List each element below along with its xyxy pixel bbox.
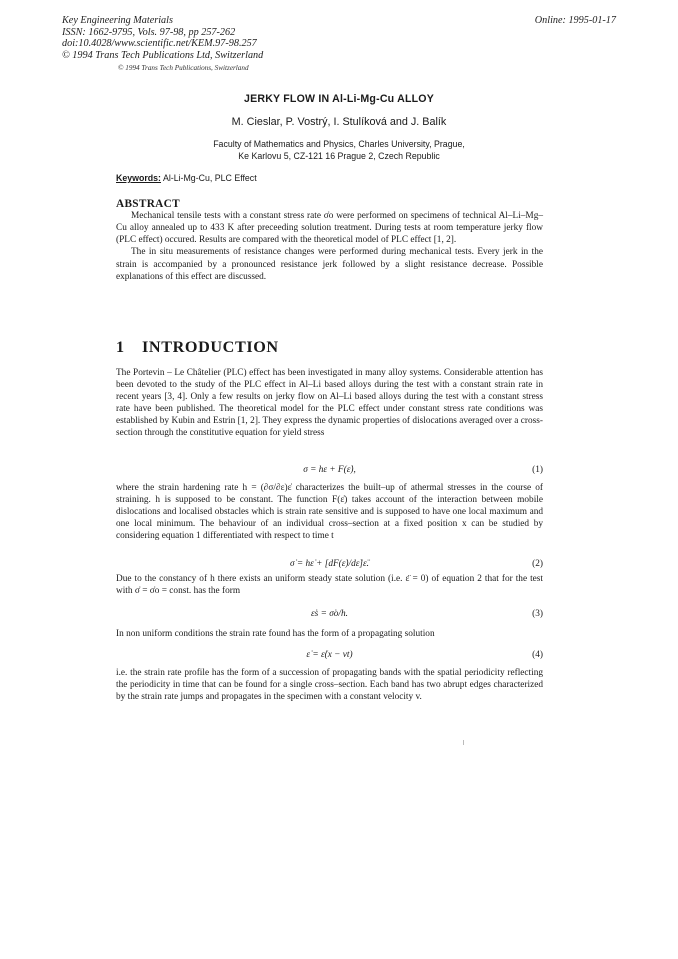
- intro-paragraph-4: In non uniform conditions the strain rate found has the form of a propagating solution: [116, 629, 435, 639]
- affiliation-line-1: Faculty of Mathematics and Physics, Charles University, Prague,: [213, 139, 465, 149]
- copyright-line: © 1994 Trans Tech Publications Ltd, Switzerland: [62, 49, 264, 61]
- equation-4-number: (4): [532, 650, 543, 660]
- keywords: [116, 173, 257, 183]
- equation-2-expr: σ̇ = hε̇ + [dF(ε̇)/dε̇]ε̈.: [289, 559, 370, 569]
- equation-1-number: (1): [532, 465, 543, 475]
- intro-paragraph-3: Due to the constancy of h there exists an uniform steady state solution (i.e. ε̈ = 0) of equation 2 that for the test with σ̇ = σ̇o = const. has the form: [116, 574, 543, 597]
- affiliation: [0, 139, 678, 162]
- author-list: M. Cieslar, P. Vostrý, I. Stulíková and J. Balík: [231, 116, 447, 128]
- abstract-paragraph-2: The in situ measurements of resistance changes were performed during mechanical tests. Every jerk in the strain is accompanied by a pronounced resistance jerk followed by a slight resistance decrease. Possible explanations of this effect are discussed.: [116, 247, 543, 282]
- intro-paragraph-5: i.e. the strain rate profile has the form of a succession of propagating bands with the spatial periodicity reflecting the periodicity in time that can be found for a single cross–section. Each band has two abrupt edges characterized by the strain rate jumps and propagates in the specimen with a constant velocity v.: [116, 668, 543, 703]
- abstract-paragraph-1: Mechanical tensile tests with a constant stress rate σ̇o were performed on specimens of technical Al–Li–Mg–Cu alloy annealed up to 433 K after preceeding solution treatment. During tests at room temperature jerky flow (PLC effect) occured. Results are compared with the theoretical model of PLC effect [1, 2].: [116, 211, 543, 246]
- keywords-value: Al-Li-Mg-Cu, PLC Effect: [162, 173, 257, 183]
- paper-title: JERKY FLOW IN Al-Li-Mg-Cu ALLOY: [243, 93, 434, 105]
- equation-2-number: (2): [532, 559, 543, 569]
- publisher-stamp: © 1994 Trans Tech Publications, Switzerland: [118, 64, 249, 72]
- equation-3: [116, 608, 543, 620]
- equation-3-number: (3): [532, 609, 543, 619]
- section-title: INTRODUCTION: [142, 338, 279, 356]
- equation-4-expr: ε̇ = ε̇(x − vt): [306, 650, 353, 660]
- journal-header: [62, 15, 263, 61]
- equation-1: [116, 464, 543, 476]
- section-number: 1: [116, 338, 125, 356]
- abstract-heading: ABSTRACT: [116, 198, 180, 210]
- intro-paragraph-2: where the strain hardening rate h = (∂σ/∂ε)ε̇ characterizes the built–up of athermal stresses in the course of straining. h is supposed to be constant. The function F(ε̇) takes account of the interaction between mobile dislocations and localised obstacles which is strain rate sensitive and is supposed to have one local maximum and one local minimum. The behaviour of an individual cross–section at a fixed position x can be studied by considering equation 1 differentiated with respect to time t: [116, 483, 543, 542]
- section-heading: [116, 338, 279, 357]
- scan-mark: [463, 740, 464, 745]
- doi-link[interactable]: doi:10.4028/www.scientific.net/KEM.97-98.257: [62, 38, 257, 50]
- abstract-body: [116, 210, 543, 283]
- equation-4: [116, 649, 543, 661]
- equation-3-expr: ε̇s = σ̇o/h.: [311, 609, 348, 619]
- equation-1-expr: σ = hε + F(ε̇),: [303, 465, 356, 475]
- issn-line: ISSN: 1662-9795, Vols. 97-98, pp 257-262: [62, 26, 236, 38]
- affiliation-line-2: Ke Karlovu 5, CZ-121 16 Prague 2, Czech Republic: [238, 150, 440, 161]
- equation-2: [116, 558, 543, 570]
- intro-paragraph-1: The Portevin – Le Châtelier (PLC) effect has been investigated in many alloy systems. Considerable attention has been devoted to the study of the PLC effect in Al–Li based alloys during the test with a constant strain rate in recent years [3, 4]. Only a few results on jerky flow on Al–Li based alloys during the test with a constant stress rate have been published. The theoretical model for the PLC effect under constant stress rate conditions was established by Kubin and Estrin [1, 2]. They express the dynamic properties of dislocations averaged over a cross-section through the constitutive equation for yield stress: [116, 368, 543, 439]
- journal-name: Key Engineering Materials: [62, 15, 173, 26]
- keywords-label: Keywords:: [116, 173, 161, 183]
- online-date: Online: 1995-01-17: [534, 15, 616, 26]
